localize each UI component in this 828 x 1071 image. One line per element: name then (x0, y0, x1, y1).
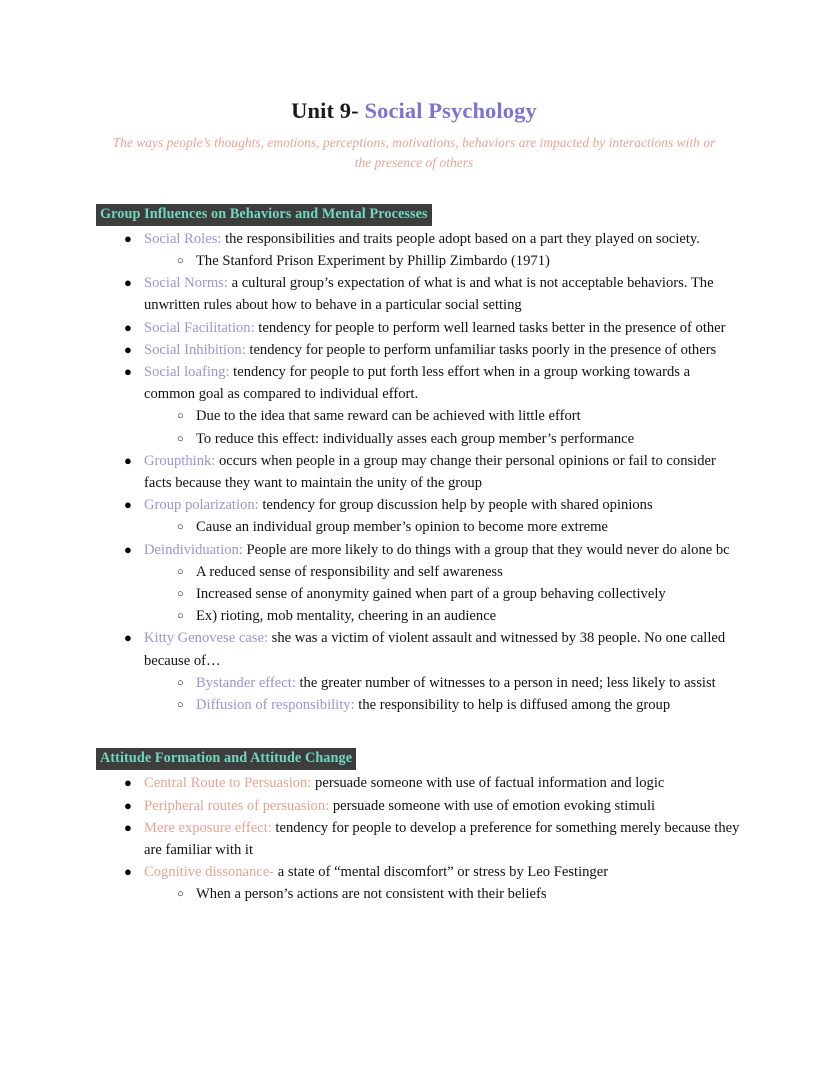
item-text: she was a victim of violent assault and witnessed by 38 people. No one called because of… (144, 630, 726, 669)
key-term: Bystander effect: (196, 674, 296, 691)
item-text: tendency for people to develop a preference for something merely because they are familiar with it (144, 819, 740, 859)
key-term: Social Facilitation: (144, 319, 255, 336)
bullet-icon: ● (124, 797, 132, 813)
key-term: Groupthink: (144, 452, 216, 469)
list-item (0, 339, 828, 361)
bullet-icon: ● (124, 230, 132, 246)
item-text: the greater number of witnesses to a person in need; less likely to assist (295, 674, 716, 691)
page-subtitle: The ways people’s thoughts, emotions, perceptions, motivations, behaviors are impacted by interactions with or the presence of others (112, 134, 716, 171)
sub-bullet-icon: ○ (177, 888, 184, 901)
list-item (0, 272, 828, 316)
sub-bullet-icon: ○ (177, 699, 184, 712)
key-term: Social Norms: (144, 275, 228, 292)
list-item (0, 317, 828, 339)
sub-list-item (0, 516, 828, 538)
sub-bullet-icon: ○ (177, 255, 184, 267)
sub-bullet-icon: ○ (177, 410, 184, 423)
sub-list-item (0, 561, 828, 583)
section-list-group-influences (0, 228, 828, 716)
sub-list-item (0, 672, 828, 694)
list-item (0, 772, 828, 794)
bullet-icon: ● (124, 364, 132, 380)
sub-list-item (0, 428, 828, 450)
item-text: When a person’s actions are not consistent with their beliefs (196, 886, 547, 903)
sub-list-item (0, 405, 828, 427)
bullet-icon: ● (124, 341, 132, 357)
bullet-icon: ● (124, 275, 132, 291)
bullet-icon: ● (124, 319, 132, 335)
item-text: People are more likely to do things with a group that they would never do alone bc (242, 541, 730, 558)
key-term: Diffusion of responsibility: (196, 697, 355, 714)
item-text: A reduced sense of responsibility and self awareness (196, 563, 503, 580)
bullet-icon: ● (124, 452, 132, 468)
key-term: Peripheral routes of persuasion: (144, 797, 330, 814)
sub-list-item (0, 250, 828, 272)
key-term: Group polarization: (144, 497, 259, 514)
list-item (0, 795, 828, 817)
item-text: persuade someone with use of factual information and logic (311, 775, 665, 792)
list-item (0, 627, 828, 671)
item-text: Increased sense of anonymity gained when part of a group behaving collectively (196, 586, 666, 603)
list-item (0, 361, 828, 405)
item-text: a cultural group’s expectation of what is and what is not acceptable behaviors. The unwritten rules about how to behave in a particular social setting (144, 275, 714, 314)
page-title-accent: Social Psychology (364, 98, 537, 123)
item-text: The Stanford Prison Experiment by Phillip Zimbardo (1971) (196, 253, 550, 269)
page-title (0, 98, 828, 124)
item-text: tendency for people to perform well learned tasks better in the presence of other (254, 319, 726, 336)
section-group-influences (0, 204, 828, 717)
sub-bullet-icon: ○ (177, 432, 184, 445)
page-title-plain: Unit 9- (291, 98, 359, 123)
bullet-icon: ● (124, 864, 132, 880)
item-text: Due to the idea that same reward can be achieved with little effort (196, 408, 581, 425)
key-term: Mere exposure effect: (144, 819, 272, 836)
key-term: Social Inhibition: (144, 341, 246, 358)
section-header-group-influences: Group Influences on Behaviors and Mental Processes (96, 204, 432, 226)
item-text: the responsibility to help is diffused among the group (354, 697, 671, 714)
item-text: tendency for group discussion help by people with shared opinions (258, 497, 653, 514)
bullet-icon: ● (124, 819, 132, 835)
list-item (0, 450, 828, 494)
key-term: Social Roles: (144, 230, 222, 247)
section-list-attitude-formation (0, 772, 828, 905)
item-text: persuade someone with use of emotion evoking stimuli (329, 797, 656, 814)
sub-list-item (0, 694, 828, 716)
list-item (0, 228, 828, 250)
sub-bullet-icon: ○ (177, 676, 184, 689)
title-block (0, 0, 828, 174)
sub-list-item (0, 583, 828, 605)
item-text: the responsibilities and traits people adopt based on a part they played on society. (221, 230, 700, 247)
key-term: Cognitive dissonance- (144, 864, 275, 881)
sub-bullet-icon: ○ (177, 610, 184, 623)
bullet-icon: ● (124, 775, 132, 791)
sub-bullet-icon: ○ (177, 588, 184, 601)
key-term: Central Route to Persuasion: (144, 775, 312, 792)
key-term: Kitty Genovese case: (144, 630, 269, 647)
bullet-icon: ● (124, 541, 132, 557)
item-text: a state of “mental discomfort” or stress by Leo Festinger (274, 864, 609, 881)
list-item (0, 861, 828, 883)
sub-bullet-icon: ○ (177, 565, 184, 578)
key-term: Social loafing: (144, 364, 230, 381)
item-text: Cause an individual group member’s opinion to become more extreme (196, 519, 608, 536)
item-text: tendency for people to perform unfamiliar tasks poorly in the presence of others (245, 341, 717, 358)
sub-list-item (0, 605, 828, 627)
item-text: Ex) rioting, mob mentality, cheering in an audience (196, 608, 497, 625)
list-item (0, 494, 828, 516)
list-item (0, 817, 828, 861)
item-text: To reduce this effect: individually asses each group member’s performance (196, 430, 635, 447)
sub-list-item (0, 883, 828, 905)
key-term: Deindividuation: (144, 541, 243, 558)
bullet-icon: ● (124, 497, 132, 513)
section-attitude-formation (0, 748, 828, 905)
section-header-attitude-formation: Attitude Formation and Attitude Change (96, 748, 356, 770)
item-text: occurs when people in a group may change their personal opinions or fail to consider facts because they want to maintain the unity of the group (144, 452, 716, 492)
bullet-icon: ● (124, 630, 132, 646)
list-item (0, 539, 828, 561)
sub-bullet-icon: ○ (177, 521, 184, 534)
item-text: tendency for people to put forth less effort when in a group working towards a common goal as compared to individual effort. (144, 364, 691, 403)
